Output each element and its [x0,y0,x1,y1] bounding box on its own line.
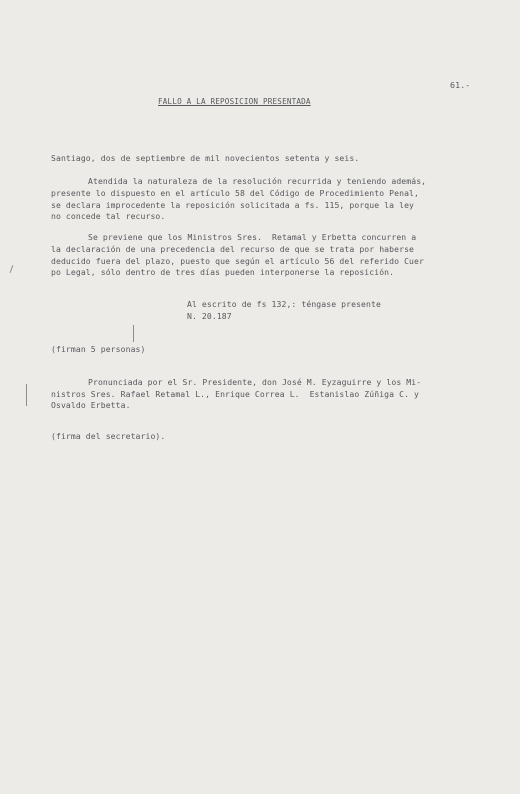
pronouncement-line: Pronunciada por el Sr. Presidente, don José M. Eyzaguirre y los Mi- [88,377,422,387]
margin-mark [133,325,134,342]
signatures-note: (firman 5 personas) [51,344,146,354]
paragraph-line: no concede tal recurso. [51,211,166,221]
decree-line: N. 20.187 [187,311,232,321]
paragraph-line: presente lo dispuesto en el artículo 58 del Código de Procedimiento Penal, [51,188,419,198]
paragraph-line: la declaración de una precedencia del recurso de que se trata por haberse [51,244,415,254]
document-title: FALLO A LA REPOSICION PRESENTADA [158,97,311,106]
paragraph-line: po Legal, sólo dentro de tres días pueden interponerse la reposición. [51,267,395,277]
paragraph-line: deducido fuera del plazo, puesto que según el artículo 56 del referido Cuer [51,256,424,266]
margin-mark [26,384,27,406]
pronouncement-line: Osvaldo Erbetta. [51,400,131,410]
date-line: Santiago, dos de septiembre de mil novecientos setenta y seis. [51,153,360,163]
paragraph-line: se declara improcedente la reposición solicitada a fs. 115, porque la ley [51,200,415,210]
decree-line: Al escrito de fs 132,: téngase presente [187,299,381,309]
paragraph-line: Atendida la naturaleza de la resolución recurrida y teniendo además, [88,176,427,186]
pronouncement-line: nistros Sres. Rafael Retamal L., Enrique Correa L. Estanislao Zúñiga C. y [51,389,419,399]
page-number: 61.- [450,80,471,90]
margin-mark [10,265,14,273]
secretary-note: (firma del secretario). [51,431,166,441]
paragraph-line: Se previene que los Ministros Sres. Retamal y Erbetta concurren a [88,232,417,242]
